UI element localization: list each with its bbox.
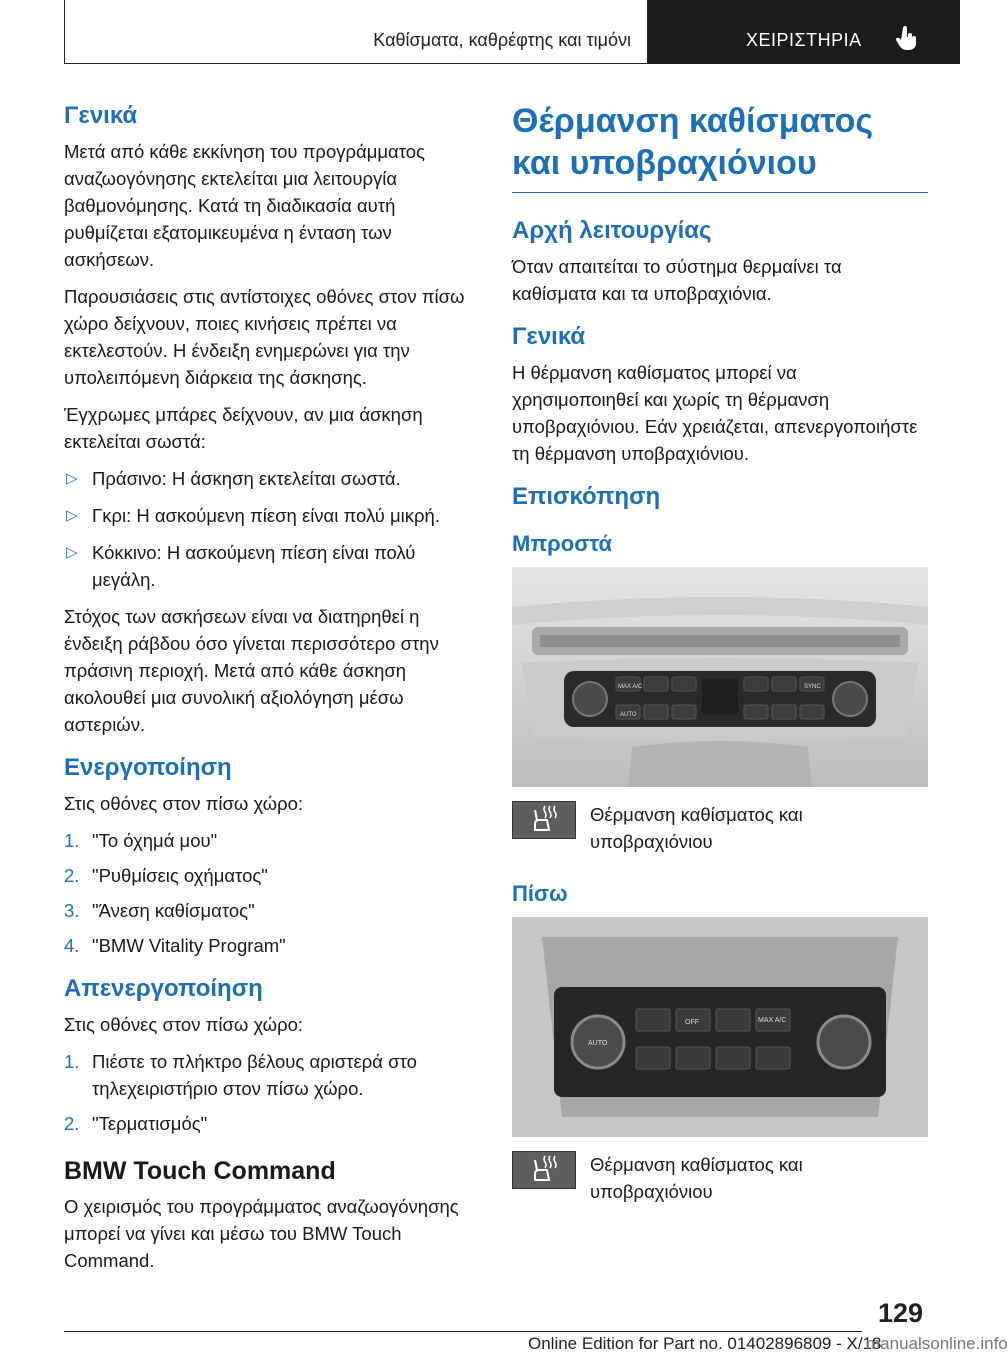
- paragraph-principle: Όταν απαιτείται το σύστημα θερμαίνει τα καθίσματα και τα υποβραχιόνια.: [512, 256, 842, 304]
- header-chapter-box: [64, 0, 648, 64]
- left-column: [64, 100, 478, 1284]
- front-icon-legend: [512, 801, 928, 855]
- heading-deactivation: Απενεργοποίηση: [64, 975, 263, 1002]
- rear-console-photo: [512, 917, 928, 1137]
- paragraph-calibration: Μετά από κάθε εκκίνηση του προγράμματος αναζωογόνησης εκτελείται μια λειτουργία βαθμονόμησης. Κατά τη διαδικασία αυτή ρυθμίζεται εξατομικευμένα η ένταση των ασκήσεων.: [64, 141, 425, 270]
- paragraph-general-right: Η θέρμανση καθίσματος μπορεί να χρησιμοποιηθεί και χωρίς τη θέρμανση υποβραχιόνιου. Εάν χρειάζεται, απενεργοποιήστε τη θέρμανση υποβραχιόνιου.: [512, 362, 918, 464]
- seat-heating-icon: [512, 801, 576, 839]
- deactivation-steps: [64, 1048, 478, 1137]
- footer-edition: Online Edition for Part no. 01402896809 - X/18: [528, 1334, 882, 1353]
- page-number: 129: [878, 1298, 924, 1328]
- front-auto-label: AUTO: [620, 712, 637, 718]
- heading-activation: Ενεργοποίηση: [64, 754, 232, 781]
- heading-front: Μπροστά: [512, 531, 612, 556]
- activation-steps: [64, 827, 478, 959]
- list-item: ▷ Γκρι: Η ασκούμενη πίεση είναι πολύ μικρή.: [64, 502, 478, 529]
- triangle-bullet-icon: ▷: [66, 470, 78, 487]
- list-item: 2. "Τερματισμός": [64, 1113, 208, 1134]
- triangle-bullet-icon: ▷: [66, 507, 78, 524]
- list-item: 2. "Ρυθμίσεις οχήματος": [64, 865, 268, 886]
- paragraph-color-bars: Έγχρωμες μπάρες δείχνουν, αν μια άσκηση εκτελείται σωστά:: [64, 404, 423, 452]
- color-bar-list: [64, 465, 478, 593]
- paragraph-displays: Παρουσιάσεις στις αντίστοιχες οθόνες στον πίσω χώρο δείχνουν, ποιες κινήσεις πρέπει να εκτελεστούν. Η ένδειξη ενημερώνει για την υπολειπόμενη διάρκεια της άσκησης.: [64, 286, 465, 388]
- list-item: 3. "Άνεση καθίσματος": [64, 900, 255, 921]
- heading-rear: Πίσω: [512, 881, 568, 906]
- heading-general-right: Γενικά: [512, 323, 586, 350]
- rear-auto-label: AUTO: [588, 1040, 608, 1047]
- front-max-ac-label: MAX A/C: [618, 684, 643, 690]
- right-column: [512, 100, 928, 1211]
- front-console-photo: [512, 567, 928, 787]
- chapter-title: Καθίσματα, καθρέφτης και τιμόνι: [373, 30, 631, 50]
- rear-console-illustration: [512, 917, 928, 1137]
- front-console-illustration: [512, 567, 928, 787]
- paragraph-touch-command: Ο χειρισμός του προγράμματος αναζωογόνησης μπορεί να γίνει και μέσω του BMW Touch Command.: [64, 1196, 459, 1271]
- list-item: ▷ Κόκκινο: Η ασκούμενη πίεση είναι πολύ μεγάλη.: [64, 539, 478, 593]
- deactivation-intro: Στις οθόνες στον πίσω χώρο:: [64, 1014, 304, 1035]
- rear-off-label: OFF: [685, 1019, 699, 1026]
- section-title: ΧΕΙΡΙΣΤΗΡΙΑ: [746, 30, 862, 50]
- heading-overview: Επισκόπηση: [512, 483, 661, 510]
- list-item: 1. "Το όχημά μου": [64, 830, 218, 851]
- list-item: 1. Πιέστε το πλήκτρο βέλους αριστερά στο τηλεχειριστήριο στον πίσω χώρο.: [64, 1051, 417, 1099]
- footer-divider: [64, 1331, 862, 1332]
- main-title: Θέρμανση καθίσματος και υποβραχιόνιου: [512, 100, 928, 193]
- paragraph-goal: Στόχος των ασκήσεων είναι να διατηρηθεί η ένδειξη ράβδου όσο γίνεται περισσότερο στην πράσινη περιοχή. Μετά από κάθε άσκηση ακολουθεί μια συνολική αξιολόγηση μέσω αστεριών.: [64, 606, 439, 735]
- heading-touch-command: BMW Touch Command: [64, 1157, 336, 1185]
- heading-principle: Αρχή λειτουργίας: [512, 217, 712, 244]
- rear-max-ac-label: MAX A/C: [758, 1017, 787, 1024]
- triangle-bullet-icon: ▷: [66, 544, 78, 561]
- front-icon-caption: Θέρμανση καθίσματος και υποβραχιόνιου: [590, 804, 803, 852]
- heading-general: Γενικά: [64, 102, 138, 129]
- header-section-tab: [648, 0, 960, 64]
- rear-icon-caption: Θέρμανση καθίσματος και υποβραχιόνιου: [590, 1154, 803, 1202]
- list-item: ▷ Πράσινο: Η άσκηση εκτελείται σωστά.: [64, 465, 478, 492]
- seat-heating-icon: [512, 1151, 576, 1189]
- list-item: 4. "BMW Vitality Program": [64, 935, 286, 956]
- hand-pointer-icon: [896, 26, 918, 50]
- front-sync-label: SYNC: [804, 684, 821, 690]
- rear-icon-legend: [512, 1151, 928, 1205]
- footer-watermark: manualsonline.info: [866, 1334, 1008, 1353]
- activation-intro: Στις οθόνες στον πίσω χώρο:: [64, 793, 304, 814]
